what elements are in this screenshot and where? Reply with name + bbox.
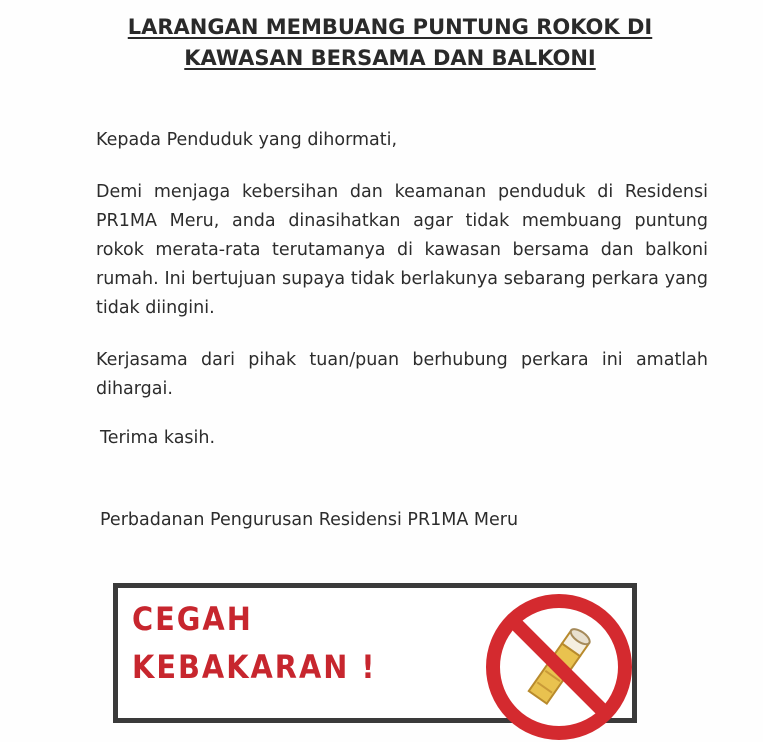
- poster-warning-line-2: KEBAKARAN !: [132, 648, 377, 686]
- notice-title-line-2: KAWASAN BERSAMA DAN BALKONI: [184, 46, 596, 70]
- no-smoking-icon: [484, 592, 634, 742]
- body-paragraph-1: Demi menjaga kebersihan dan keamanan penduduk di Residensi PR1MA Meru, anda dinasihatkan agar tidak membuang puntung rokok merata-rata terutamanya di kawasan bersama dan balkoni rumah. Ini bertujuan supaya tidak berlakunya sebarang perkara yang tidak diingini.: [96, 182, 708, 318]
- greeting: Kepada Penduduk yang dihormati,: [96, 130, 398, 150]
- poster-warning-line-1: CEGAH: [132, 600, 253, 638]
- body-paragraph-2: Kerjasama dari pihak tuan/puan berhubung perkara ini amatlah dihargai.: [96, 350, 708, 399]
- notice-title: [60, 12, 720, 74]
- closing: Terima kasih.: [100, 428, 216, 448]
- signature-organization: Perbadanan Pengurusan Residensi PR1MA Meru: [100, 510, 519, 530]
- fire-prevention-poster: [113, 583, 637, 723]
- notice-title-line-1: LARANGAN MEMBUANG PUNTUNG ROKOK DI: [127, 15, 653, 39]
